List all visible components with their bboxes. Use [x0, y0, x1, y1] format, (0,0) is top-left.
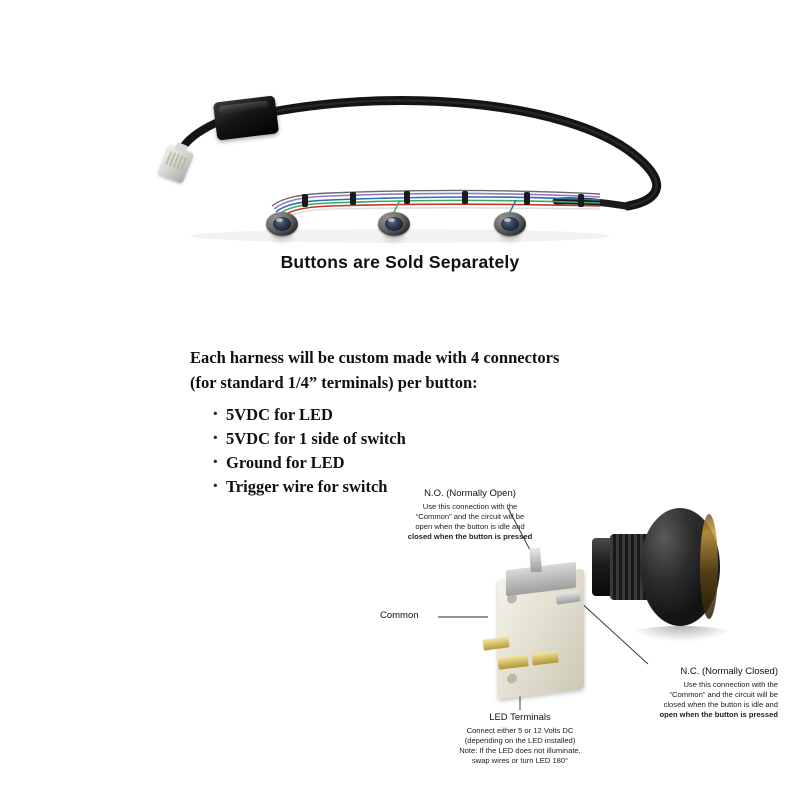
button-shadow	[630, 626, 734, 642]
control-box	[213, 95, 279, 140]
callout-no	[370, 488, 570, 542]
callout-led-line2: (depending on the LED installed)	[464, 736, 576, 745]
zip-tie	[404, 191, 410, 204]
zip-tie	[524, 192, 530, 205]
callout-led-line1: Connect either 5 or 12 Volts DC	[466, 726, 574, 735]
callout-nc-line3: closed when the button is idle and	[663, 700, 778, 709]
button-reflection	[379, 234, 409, 246]
callout-nc-line2: “Common” and the circuit will be	[669, 690, 778, 699]
callout-no-line2: “Common” and the circuit will be	[415, 512, 525, 521]
callout-no-line1: Use this connection with the	[422, 502, 518, 511]
sold-separately-caption: Buttons are Sold Separately	[280, 252, 520, 272]
zip-tie	[462, 191, 468, 204]
spec-lead-line-2: (for standard 1/4” terminals) per button:	[190, 373, 478, 392]
callout-common-title: Common	[380, 610, 419, 621]
zip-tie	[302, 194, 308, 207]
spec-bullet-list	[190, 403, 660, 499]
callout-led-line4: swap wires or turn LED 180°	[471, 756, 569, 765]
button-rim-highlight	[700, 514, 718, 619]
button-wiring-diagram	[380, 488, 800, 800]
callout-led-line3: Note: If the LED does not illuminate,	[459, 746, 581, 755]
spec-bullet-2: · 5VDC for 1 side of switch	[212, 427, 660, 451]
callout-no-title: N.O. (Normally Open)	[424, 488, 516, 499]
wire-white	[284, 208, 600, 220]
button-glint	[276, 218, 283, 222]
callout-no-line4-bold: closed when the button is pressed	[407, 532, 533, 541]
callout-led-title: LED Terminals	[489, 712, 551, 723]
callout-nc-line1: Use this connection with the	[683, 680, 778, 689]
callout-no-line3: open when the button is idle and	[415, 522, 525, 531]
zip-tie	[578, 194, 584, 207]
spec-lead-line-1: Each harness will be custom made with 4 connectors	[190, 348, 560, 367]
terminal-no	[529, 548, 542, 573]
button-reflection	[267, 234, 297, 246]
spec-bullet-1: · 5VDC for LED	[212, 403, 660, 427]
callout-led	[420, 712, 620, 766]
callout-nc-title: N.C. (Normally Closed)	[680, 666, 778, 677]
button-glint	[504, 218, 511, 222]
button-glint	[388, 218, 395, 222]
button-reflection	[495, 234, 525, 246]
zip-tie	[350, 192, 356, 205]
callout-nc-line4-bold: open when the button is pressed	[659, 710, 778, 719]
wire-red	[280, 204, 600, 218]
specification-block	[190, 345, 660, 499]
spec-bullet-4: · Trigger wire for switch	[212, 475, 660, 499]
button-body-illustration	[600, 508, 720, 628]
callout-no-line4	[370, 532, 570, 542]
product-photo	[0, 0, 800, 300]
spec-bullet-3: · Ground for LED	[212, 451, 660, 475]
